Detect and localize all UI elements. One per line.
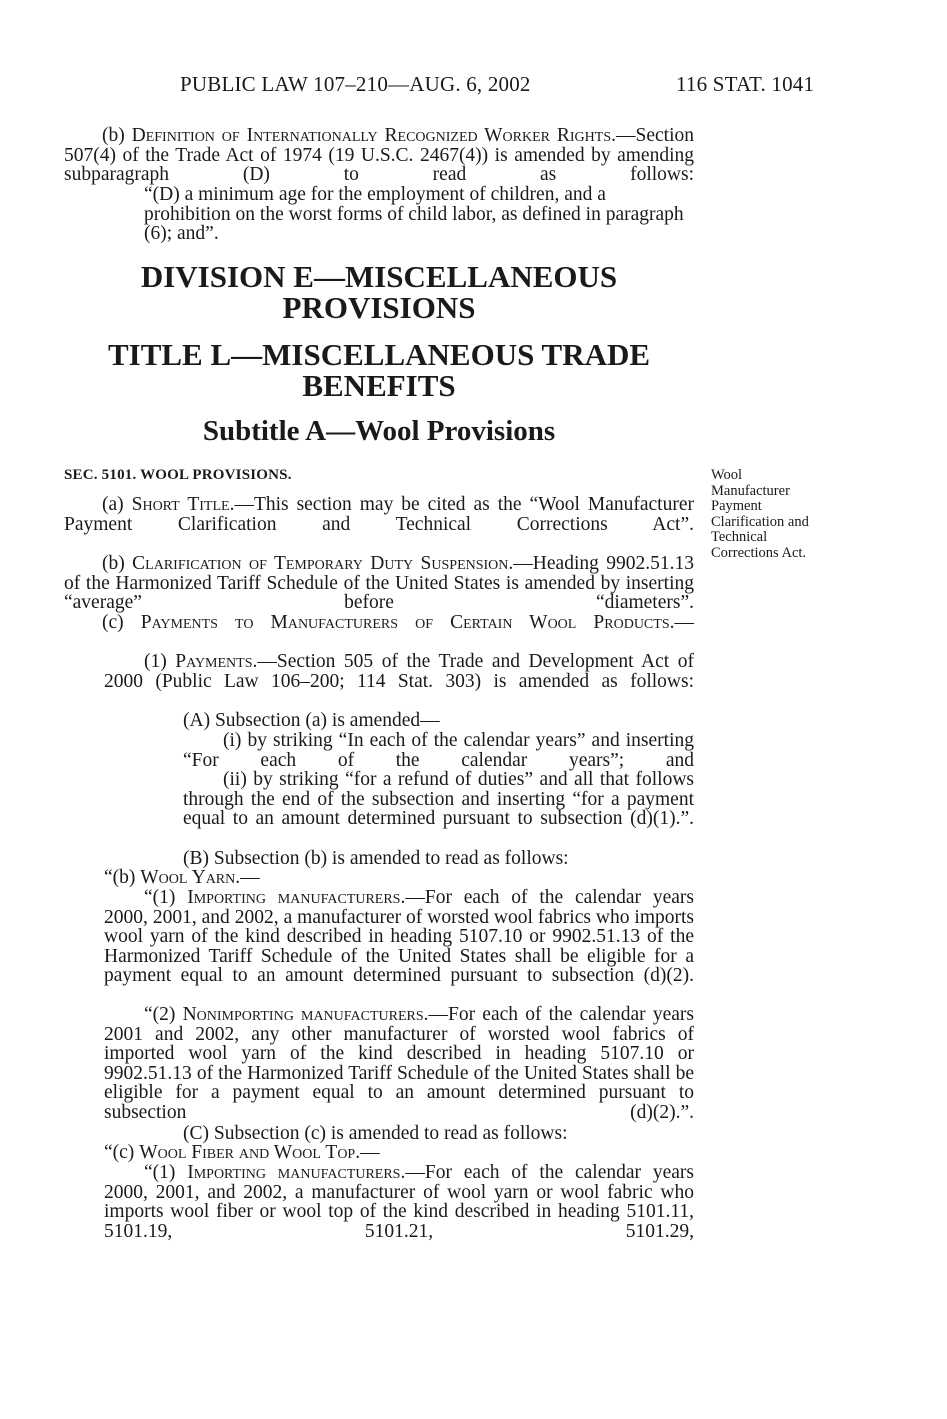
clause-ii-text: (ii) by striking “for a refund of duties” and all that follows through the end of the subsection and inserting “for a payment equal to an amount determined pursuant to subsection (d)(1).”. [183,769,694,830]
subsection-c-text: .— [669,612,694,633]
paragraph-c1-heading: Payments [175,651,253,672]
margin-note [711,468,861,562]
wool-fiber-heading [104,1143,694,1163]
intro-paragraph-b [64,126,694,185]
margin-note-line: Technical [711,529,768,546]
yarn-1-text: .—For each of the calendar years 2000, 2001, and 2002, a manufacturer of worsted wool fabrics who imports wool yarn of the kind described in heading 5107.10 or 9902.51.13 of the Harmonized Tariff Schedule of the United States shall be eligible for a payment equal to an amount determined pursuant to subsection (d)(2). [104,887,694,987]
division-heading-line1: DIVISION E—MISCELLANEOUS [140,259,618,294]
paragraph-c1 [104,652,694,691]
subtitle-heading: Subtitle A—Wool Provisions [202,415,556,447]
section-heading: SEC. 5101. WOOL PROVISIONS. [64,467,292,483]
subsection-b-heading: Clarification of Temporary Duty Suspension [132,553,509,574]
wool-fiber-label: “(c) [104,1142,140,1163]
running-header-stat-page: 116 STAT. 1041 [676,72,815,96]
wool-yarn-dash: .— [235,867,260,888]
fiber-1-label: “(1) [144,1162,188,1183]
running-header-citation: PUBLIC LAW 107–210—AUG. 6, 2002 [180,72,531,96]
subsection-b [64,554,694,613]
paragraph-c1-text: .—Section 505 of the Trade and Development Act of 2000 (Public Law 106–200; 114 Stat. 303) is amended as follows: [104,651,694,692]
yarn-2-text: .—For each of the calendar years 2001 and 2002, any other manufacturer of worsted wool fabrics of imported wool yarn of the kind described in heading 5107.10 or 9902.51.13 of the Harmonized Tariff Schedule of the United States shall be eligible for a payment equal to an amount determined pursuant to subsection (d)(2).”. [104,1004,694,1123]
division-heading-line2: PROVISIONS [282,290,476,325]
intro-subparagraph-d [64,185,694,244]
subsection-c-heading: Payments to Manufacturers of Certain Wool Products [140,612,670,633]
subparagraph-C: (C) Subsection (c) is amended to read as follows: [183,1123,568,1144]
clause-ii [183,770,694,829]
subsection-a-heading: Short Title [131,494,230,515]
clause-i [183,731,694,770]
subsection-c [64,613,694,633]
margin-note-line: Payment [711,498,762,515]
wool-yarn-label: “(b) [104,867,141,888]
fiber-1-text: .—For each of the calendar years 2000, 2001, and 2002, a manufacturer of wool yarn or wool fabric who imports wool fiber or wool top of the kind described in heading 5101.11, 5101.19, 5101.21, 5101.29, [104,1162,694,1242]
yarn-paragraph-2 [104,1005,694,1123]
subsection-a-label: (a) [102,494,132,515]
title-heading-line1: TITLE L—MISCELLANEOUS TRADE [107,337,651,372]
title-heading-line2: BENEFITS [302,368,456,403]
intro-b-text: .—Section 507(4) of the Trade Act of 1974 (19 U.S.C. 2467(4)) is amended by amending subparagraph (D) to read as follows: [64,125,694,186]
subparagraph-B: (B) Subsection (b) is amended to read as follows: [183,848,569,869]
subsection-a-text: .—This section may be cited as the “Wool Manufacturer Payment Clarification and Technical Corrections Act”. [64,494,694,535]
yarn-2-label: “(2) [144,1004,183,1025]
margin-note-line: Clarification and [711,513,809,530]
subsection-b-text: .—Heading 9902.51.13 of the Harmonized Tariff Schedule of the United States is amended by inserting “average” before “diameters”. [64,553,695,614]
subsection-c-label: (c) [102,612,141,633]
paragraph-c1-label: (1) [144,651,176,672]
clause-i-text: (i) by striking “In each of the calendar years” and inserting “For each of the calendar years”; and [183,730,694,771]
margin-note-line: Manufacturer [711,482,790,499]
yarn-2-heading: Nonimporting manufacturers [182,1004,424,1025]
subsection-b-label: (b) [102,553,133,574]
subsection-a [64,495,694,534]
yarn-1-heading: Importing manufacturers [187,887,401,908]
intro-d-text: “(D) a minimum age for the employment of children, and a prohibition on the worst forms of child labor, as defined in paragraph (6); and”. [144,184,684,245]
fiber-1-heading: Importing manufacturers [187,1162,401,1183]
wool-yarn-heading-text: Wool Yarn [140,867,236,888]
wool-yarn-heading [104,868,694,888]
wool-fiber-heading-text: Wool Fiber and Wool Top [139,1142,356,1163]
margin-note-line: Wool [711,467,743,483]
subparagraph-A: (A) Subsection (a) is amended— [183,710,440,731]
wool-fiber-dash: .— [355,1142,380,1163]
fiber-paragraph-1 [104,1163,694,1241]
yarn-1-label: “(1) [144,887,188,908]
intro-b-heading: Definition of Internationally Recognized Worker Rights [131,125,612,146]
margin-note-line: Corrections Act. [711,544,807,561]
yarn-paragraph-1 [104,888,694,986]
intro-b-label: (b) [102,125,132,146]
